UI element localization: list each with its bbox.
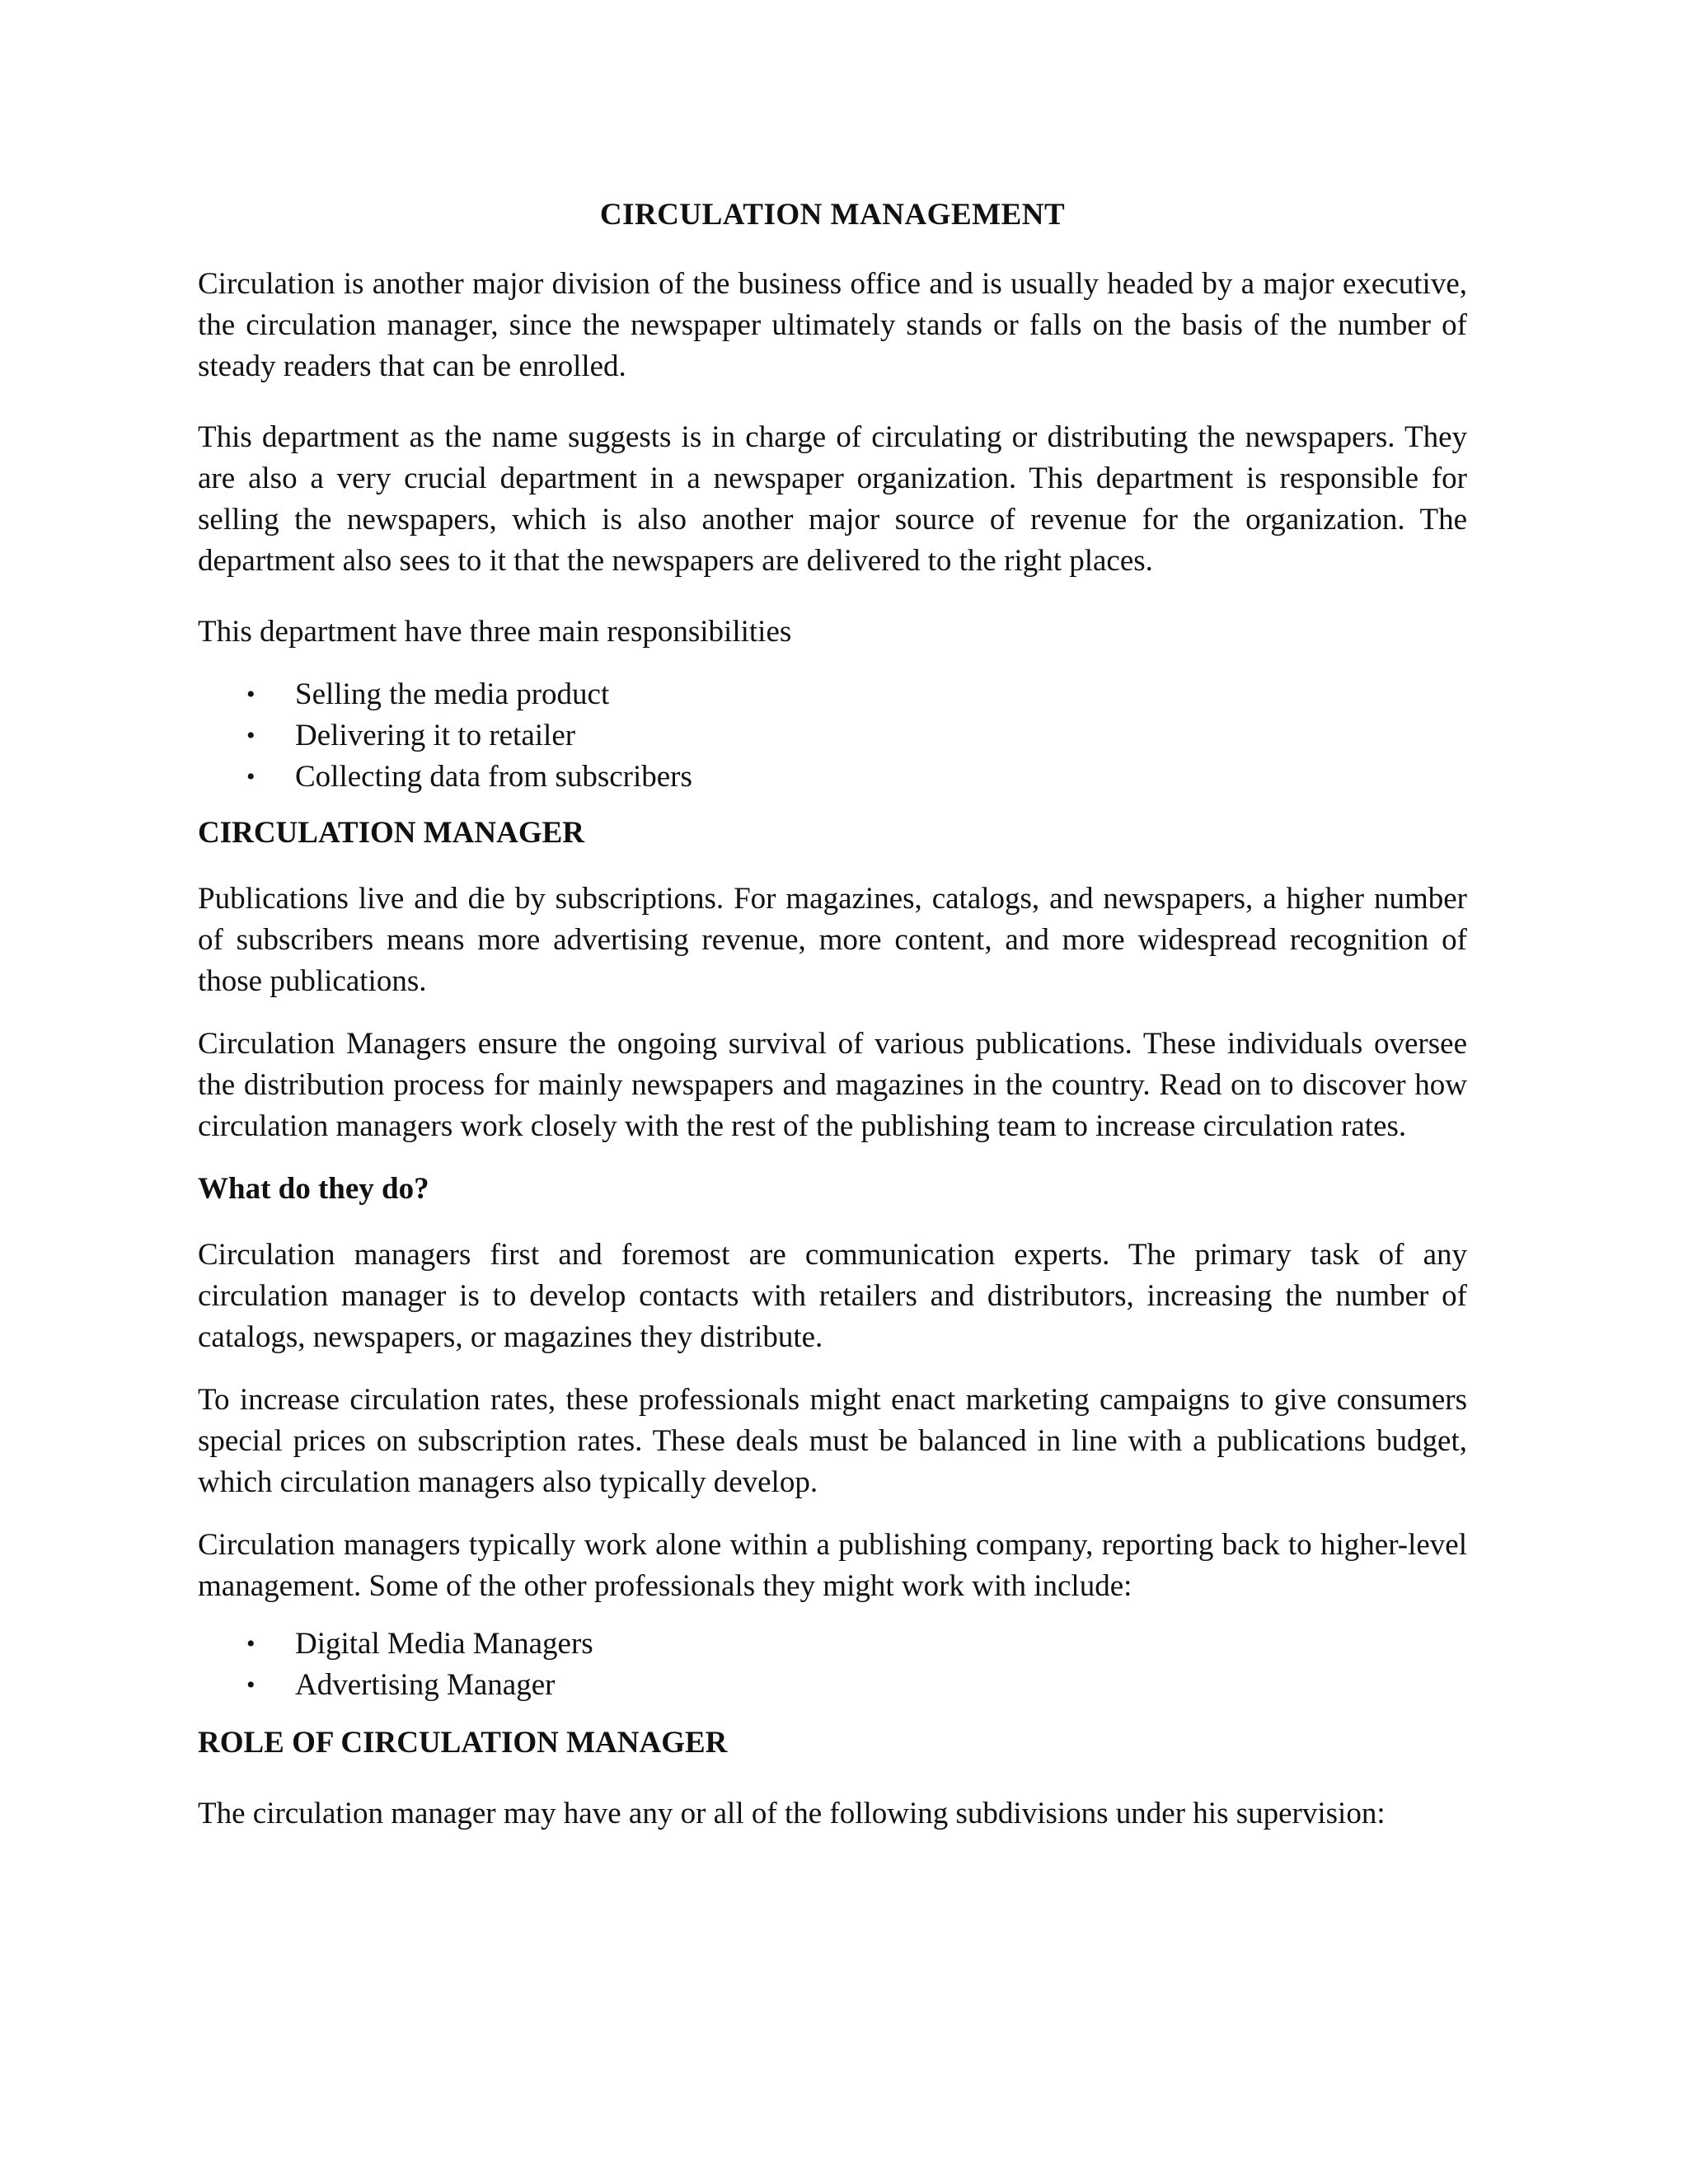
list-item: [198, 674, 1467, 715]
duties-paragraph-1: Circulation managers first and foremost are communication experts. The primary task of any circulation manager is to develop contacts with retailers and distributors, increasing the number of catalogs, newspapers, or magazines they distribute.: [198, 1238, 1467, 1354]
manager-paragraph-2: Circulation Managers ensure the ongoing survival of various publications. These individuals oversee the distribution process for mainly newspapers and magazines in the country. Read on to discover how circulation managers work closely with the rest of the publishing team to increase circulation rates.: [198, 1027, 1467, 1143]
duties-paragraph-3: Circulation managers typically work alone within a publishing company, reporting back to higher-level management. Some of the other professionals they might work with include:: [198, 1528, 1467, 1603]
bullet-icon: •: [246, 1671, 256, 1699]
duties-paragraph-2: To increase circulation rates, these professionals might enact marketing campaigns to give consumers special prices on subscription rates. These deals must be balanced in line with a publications budget, which circulation managers also typically develop.: [198, 1383, 1467, 1499]
list-item: [198, 1665, 1467, 1706]
section-heading-circulation-manager: CIRCULATION MANAGER: [198, 816, 585, 850]
section-heading-role-of-manager: ROLE OF CIRCULATION MANAGER: [198, 1726, 728, 1760]
bullet-icon: •: [246, 763, 256, 790]
bullet-icon: •: [246, 1630, 256, 1657]
manager-paragraph-1: Publications live and die by subscriptions. For magazines, catalogs, and newspapers, a higher number of subscribers means more advertising revenue, more content, and more widespread recognition of those publications.: [198, 882, 1467, 998]
list-item-text: Collecting data from subscribers: [295, 760, 692, 794]
list-item-text: Delivering it to retailer: [295, 719, 576, 752]
intro-paragraph-2: This department as the name suggests is in charge of circulating or distributing the newspapers. They are also a very crucial department in a newspaper organization. This department is responsible for selling the newspapers, which is also another major source of revenue for the organization. The department also sees to it that the newspapers are delivered to the right places.: [198, 420, 1467, 578]
bullet-icon: •: [246, 681, 256, 708]
bullet-icon: •: [246, 722, 256, 749]
section-heading-what-they-do: What do they do?: [198, 1172, 429, 1206]
list-item-text: Advertising Manager: [295, 1668, 556, 1702]
colleagues-list: [198, 1624, 1467, 1706]
responsibilities-list: [198, 674, 1467, 798]
intro-paragraph-3: This department have three main responsibilities: [198, 615, 792, 649]
list-item: [198, 1624, 1467, 1665]
intro-paragraph-1: Circulation is another major division of the business office and is usually headed by a major executive, the circulation manager, since the newspaper ultimately stands or falls on the basis of the number of steady readers that can be enrolled.: [198, 267, 1467, 383]
list-item-text: Selling the media product: [295, 677, 610, 711]
list-item: [198, 715, 1467, 757]
list-item-text: Digital Media Managers: [295, 1627, 593, 1661]
list-item: [198, 757, 1467, 798]
document-page: [198, 194, 1467, 1864]
page-title: CIRCULATION MANAGEMENT: [599, 198, 1066, 232]
role-paragraph-1: The circulation manager may have any or all of the following subdivisions under his supervision:: [198, 1797, 1386, 1830]
